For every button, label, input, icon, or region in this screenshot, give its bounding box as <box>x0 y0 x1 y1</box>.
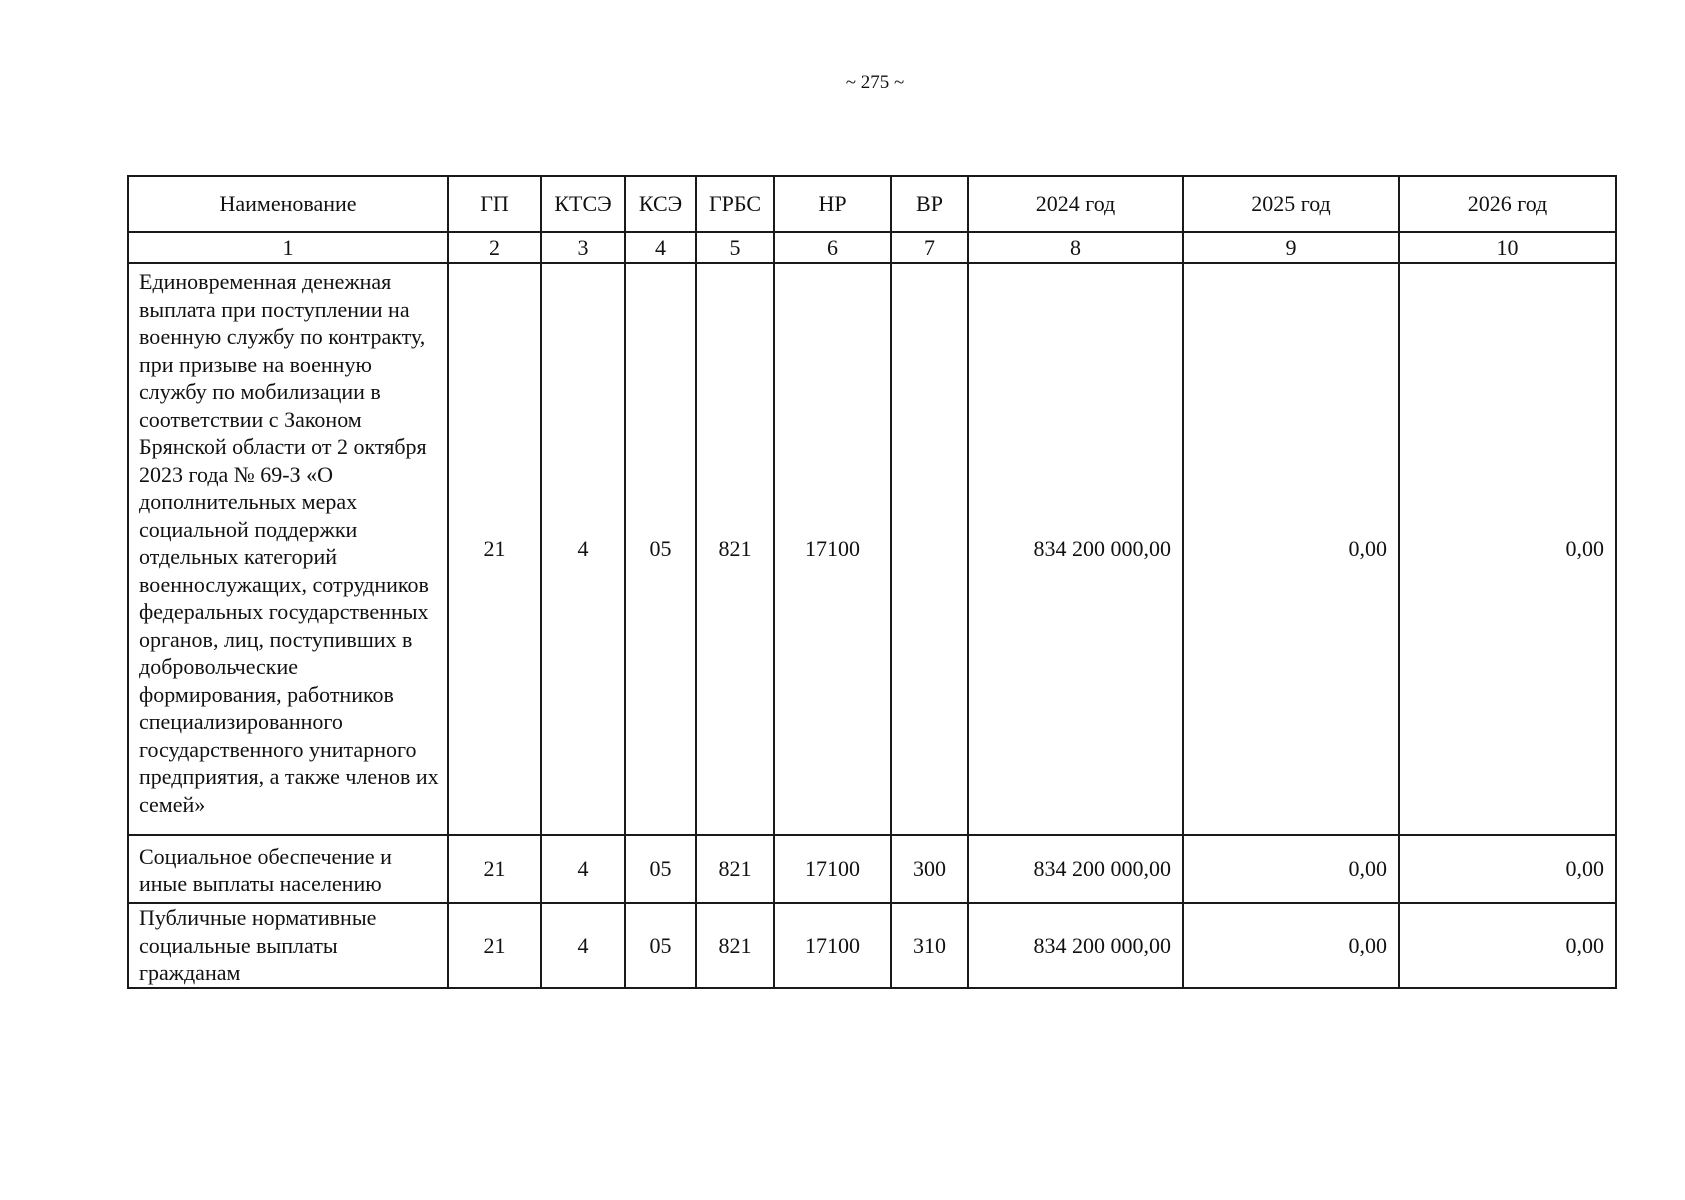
row-nr: 17100 <box>774 835 891 903</box>
row-grbs: 821 <box>696 835 774 903</box>
row-name: Публичные нормативные социальные выплаты гражданам <box>128 903 448 988</box>
column-number: 5 <box>696 232 774 263</box>
row-kse: 05 <box>625 263 696 835</box>
column-number: 7 <box>891 232 968 263</box>
header-name: Наименование <box>128 176 448 232</box>
row-ktse: 4 <box>541 835 625 903</box>
row-vr <box>891 263 968 835</box>
row-amount-2025: 0,00 <box>1183 835 1399 903</box>
column-number: 8 <box>968 232 1183 263</box>
header-vr: ВР <box>891 176 968 232</box>
row-amount-2026: 0,00 <box>1399 903 1616 988</box>
row-amount-2024: 834 200 000,00 <box>968 263 1183 835</box>
row-name: Социальное обеспечение и иные выплаты населению <box>128 835 448 903</box>
table-header <box>128 176 1616 263</box>
row-kse: 05 <box>625 903 696 988</box>
row-ktse: 4 <box>541 903 625 988</box>
column-number: 10 <box>1399 232 1616 263</box>
row-nr: 17100 <box>774 263 891 835</box>
column-number: 6 <box>774 232 891 263</box>
column-number: 1 <box>128 232 448 263</box>
table-row <box>128 835 1616 903</box>
row-vr: 310 <box>891 903 968 988</box>
table-row <box>128 903 1616 988</box>
header-nr: НР <box>774 176 891 232</box>
header-2025: 2025 год <box>1183 176 1399 232</box>
row-gp: 21 <box>448 263 541 835</box>
column-number-row <box>128 232 1616 263</box>
row-ktse: 4 <box>541 263 625 835</box>
header-2024: 2024 год <box>968 176 1183 232</box>
table-row <box>128 263 1616 835</box>
row-amount-2025: 0,00 <box>1183 263 1399 835</box>
column-number: 9 <box>1183 232 1399 263</box>
row-amount-2024: 834 200 000,00 <box>968 903 1183 988</box>
header-row <box>128 176 1616 232</box>
header-2026: 2026 год <box>1399 176 1616 232</box>
row-kse: 05 <box>625 835 696 903</box>
row-grbs: 821 <box>696 903 774 988</box>
row-amount-2024: 834 200 000,00 <box>968 835 1183 903</box>
budget-table-container <box>127 175 1617 989</box>
row-amount-2026: 0,00 <box>1399 263 1616 835</box>
row-name: Единовременная денежная выплата при поступлении на военную службу по контракту, при призыве на военную службу по мобилизации в соответствии с Законом Брянской области от 2 октября 2023 года № 69-З «О дополнительных мерах социальной поддержки отдельных категорий военнослужащих, сотрудников федеральных государственных органов, лиц, поступивших в добровольческие формирования, работников специализированного государственного унитарного предприятия, а также членов их семей» <box>128 263 448 835</box>
column-number: 2 <box>448 232 541 263</box>
row-gp: 21 <box>448 835 541 903</box>
column-number: 4 <box>625 232 696 263</box>
row-amount-2025: 0,00 <box>1183 903 1399 988</box>
row-vr: 300 <box>891 835 968 903</box>
header-grbs: ГРБС <box>696 176 774 232</box>
header-ktse: КТСЭ <box>541 176 625 232</box>
header-kse: КСЭ <box>625 176 696 232</box>
row-grbs: 821 <box>696 263 774 835</box>
page-number: ~ 275 ~ <box>845 72 905 93</box>
header-gp: ГП <box>448 176 541 232</box>
row-amount-2026: 0,00 <box>1399 835 1616 903</box>
row-gp: 21 <box>448 903 541 988</box>
column-number: 3 <box>541 232 625 263</box>
row-nr: 17100 <box>774 903 891 988</box>
table-body <box>128 263 1616 988</box>
budget-table <box>127 175 1617 989</box>
